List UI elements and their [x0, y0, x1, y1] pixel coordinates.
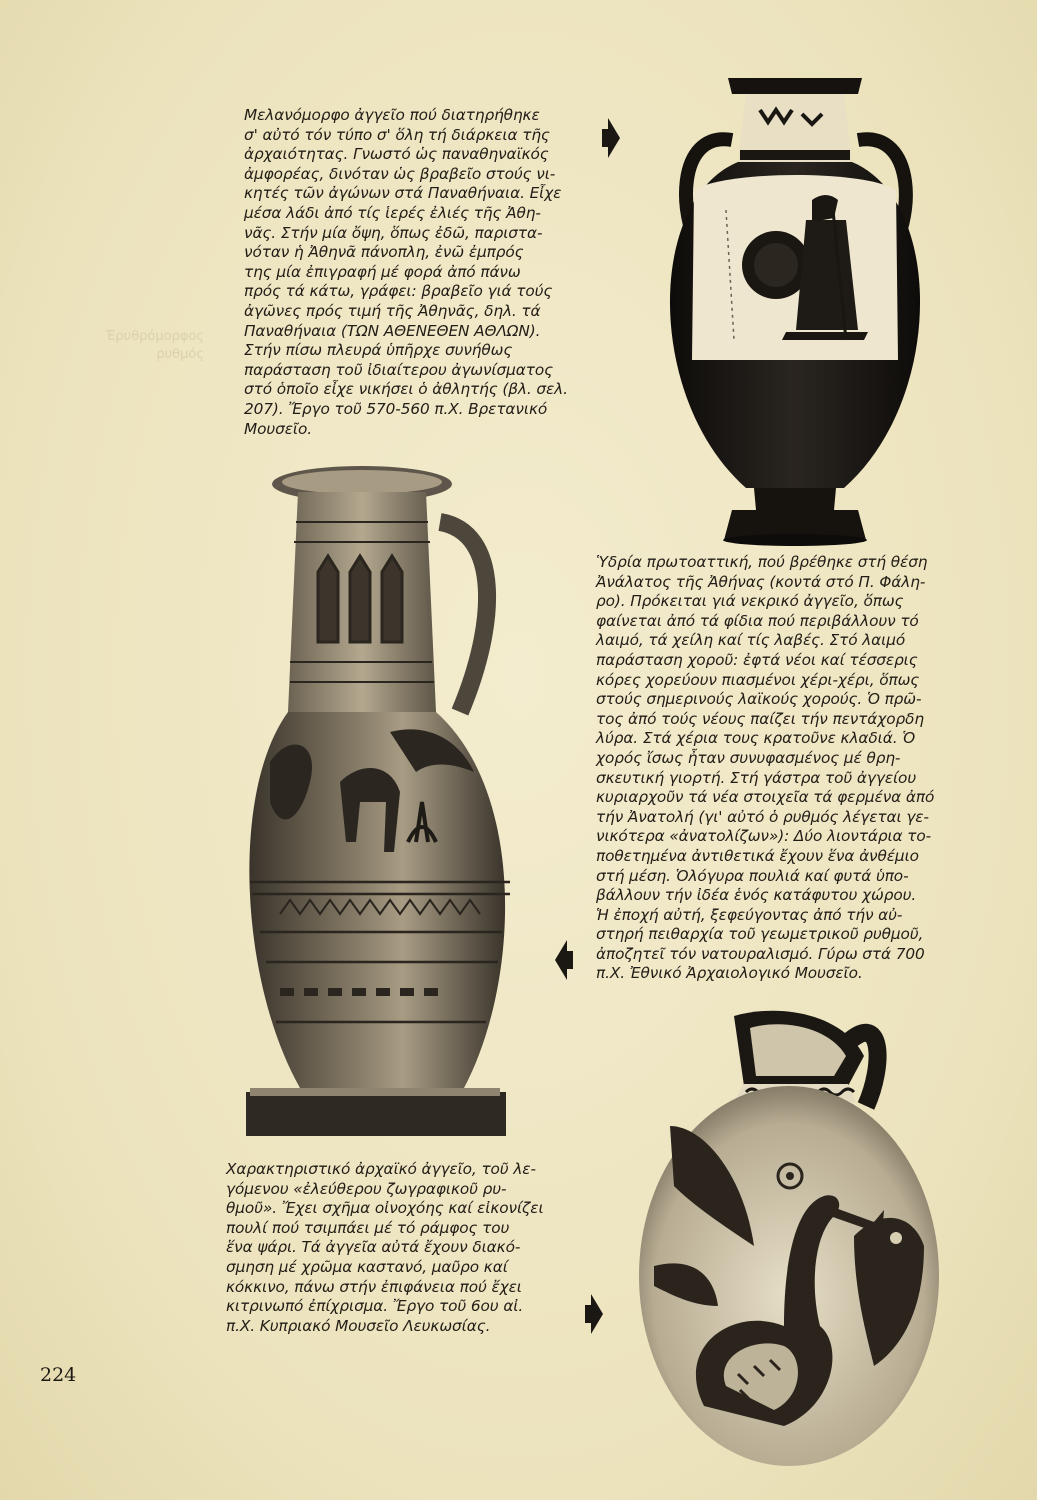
oinochoe-bird-fish-image	[634, 1006, 944, 1472]
caption-line: Μουσεῖο.	[244, 419, 312, 438]
caption-line: στό ὁποῖο εἶχε νικήσει ὁ ἀθλητής (βλ. σελ.	[244, 380, 568, 399]
caption-line: Χαρακτηριστικό ἀρχαϊκό ἀγγεῖο, τοῦ λε-	[226, 1160, 536, 1178]
caption-line: σμηση μέ χρῶμα καστανό, μαῦρο καί	[226, 1257, 508, 1276]
caption-line: κόκκινο, πάνω στήν ἐπιφάνεια πού ἔχει	[226, 1277, 522, 1296]
caption-line: νᾶς. Στήν μία ὄψη, ὅπως ἐδῶ, παριστα-	[244, 223, 543, 242]
caption-line: φαίνεται ἀπό τά φίδια πού περιβάλλουν τό	[596, 611, 919, 630]
protoattic-hydria-image	[240, 462, 542, 1142]
caption-line: τήν Ἀνατολή (γι' αὐτό ὁ ρυθμός λέγεται γε-	[596, 807, 929, 826]
caption-panathenaic-amphora	[244, 106, 604, 439]
caption-line: Παναθήναια (ΤΩΝ ΑΘΕΝΕΘΕΝ ΑΘΛΩΝ).	[244, 321, 541, 340]
caption-line: βάλλουν τήν ἰδέα ἑνός κατάφυτου χώρου.	[596, 886, 917, 905]
caption-line: στή μέση. Ὁλόγυρα πουλιά καί φυτά ὑπο-	[596, 866, 909, 885]
caption-line: λύρα. Στά χέρια τους κρατοῦνε κλαδιά. Ὁ	[596, 729, 916, 748]
caption-line: στηρή πειθαρχία τοῦ γεωμετρικοῦ ρυθμοῦ,	[596, 925, 924, 944]
caption-line: παράσταση τοῦ ἰδιαίτερου ἀγωνίσματος	[244, 360, 553, 379]
caption-line: πρός τά κάτω, γράφει: βραβεῖο γιά τούς	[244, 282, 553, 301]
caption-line: γόμενου «ἐλεύθερου ζωγραφικοῦ ρυ-	[226, 1179, 507, 1198]
caption-line: π.Χ. Ἐθνικό Ἀρχαιολογικό Μουσεῖο.	[596, 964, 863, 983]
caption-line: θμοῦ». Ἔχει σχῆμα οἰνοχόης καί εἰκονίζει	[226, 1199, 544, 1218]
caption-line: σκευτική γιορτή. Στή γάστρα τοῦ ἀγγείου	[596, 768, 917, 787]
panathenaic-amphora-image	[636, 70, 954, 548]
pointer-arrow-right-icon	[601, 116, 621, 160]
caption-line: ἀρχαιότητας. Γνωστό ὡς παναθηναϊκός	[244, 145, 549, 164]
caption-line: ἀγῶνες πρός τιμή τῆς Ἀθηνᾶς, δηλ. τά	[244, 301, 541, 320]
caption-line: της μία ἐπιγραφή μέ φορά ἀπό πάνω	[244, 262, 521, 281]
caption-line: σ' αὐτό τόν τύπο σ' ὅλη τή διάρκεια τῆς	[244, 125, 550, 144]
caption-oinochoe	[226, 1160, 586, 1336]
caption-line: νικότερα «ἀνατολίζων»): Δύο λιοντάρια το-	[596, 827, 932, 846]
caption-line: Ἀνάλατος τῆς Ἀθήνας (κοντά στό Π. Φάλη-	[596, 572, 926, 591]
caption-line: λαιμό, τά χείλη καί τίς λαβές. Στό λαιμό	[596, 631, 906, 650]
ghost-side-note: Ἐρυθρόμορφος ρυθμός	[106, 329, 204, 362]
caption-line: ἀποζητεῖ τόν νατουραλισμό. Γύρω στά 700	[596, 944, 925, 963]
caption-line: ποθετημένα ἀντιθετικά ἔχουν ἕνα ἀνθέμιο	[596, 846, 919, 865]
caption-protoattic-hydria	[596, 553, 976, 984]
caption-line: ρο). Πρόκειται γιά νεκρικό ἀγγεῖο, ὅπως	[596, 592, 904, 611]
caption-line: στούς σημερινούς λαϊκούς χορούς. Ὁ πρῶ-	[596, 690, 922, 709]
caption-line: Ὑδρία πρωτοαττική, πού βρέθηκε στή θέση	[596, 553, 928, 571]
caption-line: χορός ἴσως ἦταν συνυφασμένος μέ θρη-	[596, 748, 901, 767]
caption-line: νόταν ἡ Ἀθηνᾶ πάνοπλη, ἐνῶ ἐμπρός	[244, 243, 524, 262]
caption-line: Ἡ ἐποχή αὐτή, ξεφεύγοντας ἀπό τήν αὐ-	[596, 905, 903, 924]
caption-line: ἀμφορέας, δινόταν ὡς βραβεῖο στούς νι-	[244, 164, 556, 183]
caption-line: Μελανόμορφο ἀγγεῖο πού διατηρήθηκε	[244, 106, 540, 124]
caption-line: μέσα λάδι ἀπό τίς ἱερές ἐλιές τῆς Ἀθη-	[244, 203, 541, 222]
caption-line: παράσταση χοροῦ: ἐφτά νέοι καί τέσσερις	[596, 650, 918, 669]
caption-line: π.Χ. Κυπριακό Μουσεῖο Λευκωσίας.	[226, 1316, 491, 1335]
caption-line: 207). Ἔργο τοῦ 570-560 π.Χ. Βρετανικό	[244, 399, 548, 418]
caption-line: κιτρινωπό ἐπίχρισμα. Ἔργο τοῦ 6ου αἰ.	[226, 1297, 524, 1316]
pointer-arrow-left-icon	[554, 938, 574, 982]
caption-line: κυριαρχοῦν τά νέα στοιχεῖα τά φερμένα ἀπό	[596, 788, 935, 807]
caption-line: τος ἀπό τούς νέους παίζει τήν πεντάχορδη	[596, 709, 924, 728]
caption-line: ἕνα ψάρι. Τά ἀγγεῖα αὐτά ἔχουν διακό-	[226, 1238, 521, 1257]
pointer-arrow-right-icon	[584, 1292, 604, 1336]
page-number: 224	[40, 1364, 77, 1386]
caption-line: κόρες χορεύουν πιασμένοι χέρι-χέρι, ὅπως	[596, 670, 920, 689]
caption-line: κητές τῶν ἀγώνων στά Παναθήναια. Εἶχε	[244, 184, 562, 203]
caption-line: Στήν πίσω πλευρά ὑπῆρχε συνήθως	[244, 341, 513, 360]
caption-line: πουλί πού τσιμπάει μέ τό ράμφος του	[226, 1218, 510, 1237]
